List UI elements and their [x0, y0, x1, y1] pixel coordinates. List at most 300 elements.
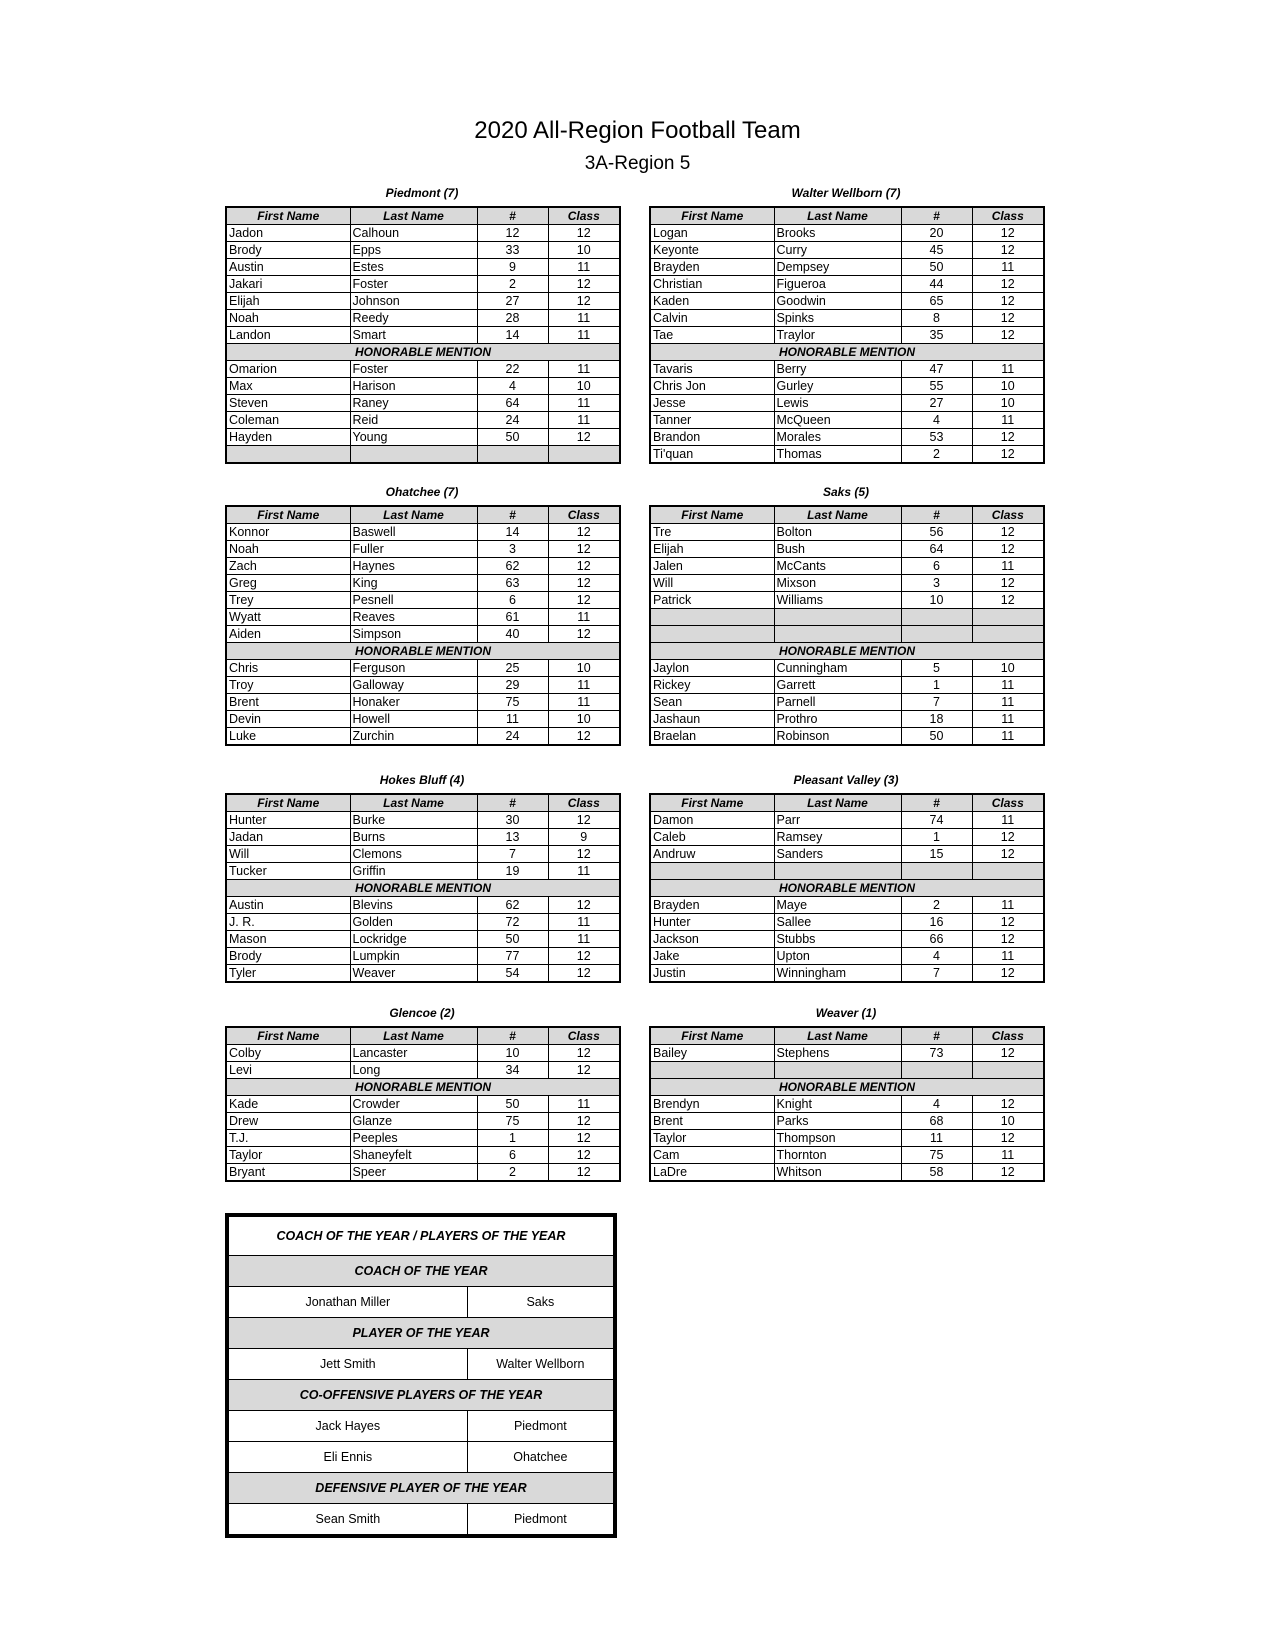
team-section — [225, 1004, 619, 1182]
player-row — [650, 524, 1044, 541]
player-row — [650, 931, 1044, 948]
player-row — [226, 524, 620, 541]
honorable-mention-label: HONORABLE MENTION — [226, 344, 620, 361]
last-name-cell: Ferguson — [350, 660, 477, 677]
class-cell: 10 — [548, 711, 620, 728]
last-name-cell: Lockridge — [350, 931, 477, 948]
player-row — [226, 225, 620, 242]
last-name-cell: Robinson — [774, 728, 901, 746]
last-name-cell: Weaver — [350, 965, 477, 983]
last-name-cell: Reid — [350, 412, 477, 429]
number-cell: 65 — [901, 293, 972, 310]
number-cell: 24 — [477, 412, 548, 429]
column-header: Last Name — [350, 1027, 477, 1045]
honorable-mention-label: HONORABLE MENTION — [650, 344, 1044, 361]
number-cell: 5 — [901, 660, 972, 677]
class-cell: 12 — [548, 812, 620, 829]
column-header: # — [901, 794, 972, 812]
team-name: Weaver (1) — [815, 1006, 877, 1020]
first-name-cell: Patrick — [650, 592, 774, 609]
number-cell: 64 — [901, 541, 972, 558]
first-name-cell: Hayden — [226, 429, 350, 446]
first-name-cell: Colby — [226, 1045, 350, 1062]
last-name-cell: Foster — [350, 361, 477, 378]
number-cell: 75 — [901, 1147, 972, 1164]
class-cell: 12 — [548, 1130, 620, 1147]
class-cell: 11 — [972, 728, 1044, 746]
class-cell: 11 — [972, 948, 1044, 965]
column-header: # — [901, 1027, 972, 1045]
first-name-cell: Taylor — [226, 1147, 350, 1164]
column-header: Class — [972, 207, 1044, 225]
roster-table — [225, 505, 621, 746]
last-name-cell: Shaneyfelt — [350, 1147, 477, 1164]
player-row — [226, 592, 620, 609]
class-cell: 11 — [548, 677, 620, 694]
roster-table — [225, 1026, 621, 1182]
player-row — [226, 812, 620, 829]
player-row — [650, 1130, 1044, 1147]
class-cell: 12 — [972, 327, 1044, 344]
first-name-cell: Brent — [650, 1113, 774, 1130]
player-row — [226, 558, 620, 575]
award-entry-row — [229, 1349, 614, 1380]
number-cell: 2 — [901, 897, 972, 914]
column-header: First Name — [650, 794, 774, 812]
first-name-cell: Keyonte — [650, 242, 774, 259]
last-name-cell: Figueroa — [774, 276, 901, 293]
column-header: # — [477, 207, 548, 225]
number-cell: 27 — [477, 293, 548, 310]
class-cell: 11 — [548, 931, 620, 948]
last-name-cell: Gurley — [774, 378, 901, 395]
blank-cell — [650, 863, 774, 880]
class-cell: 12 — [972, 914, 1044, 931]
blank-row — [650, 626, 1044, 643]
number-cell: 2 — [477, 1164, 548, 1182]
team-section — [225, 771, 619, 983]
first-name-cell: Hunter — [226, 812, 350, 829]
first-name-cell: Bryant — [226, 1164, 350, 1182]
last-name-cell: Johnson — [350, 293, 477, 310]
award-entry-row — [229, 1287, 614, 1318]
team-name: Glencoe (2) — [389, 1006, 455, 1020]
first-name-cell: Brody — [226, 948, 350, 965]
roster-table — [225, 206, 621, 464]
first-name-cell: Jadon — [226, 225, 350, 242]
award-winner-school: Piedmont — [467, 1411, 613, 1442]
team-section — [649, 184, 1043, 464]
number-cell: 6 — [477, 1147, 548, 1164]
number-cell: 4 — [901, 1096, 972, 1113]
team-section — [649, 771, 1043, 983]
number-cell: 24 — [477, 728, 548, 746]
class-cell: 12 — [972, 575, 1044, 592]
award-winner-name: Jett Smith — [229, 1349, 468, 1380]
honorable-mention-label: HONORABLE MENTION — [226, 880, 620, 897]
last-name-cell: Spinks — [774, 310, 901, 327]
player-row — [226, 1130, 620, 1147]
player-row — [650, 429, 1044, 446]
award-winner-name: Jonathan Miller — [229, 1287, 468, 1318]
player-row — [650, 541, 1044, 558]
first-name-cell: Jackson — [650, 931, 774, 948]
class-cell: 12 — [972, 276, 1044, 293]
number-cell: 1 — [901, 829, 972, 846]
last-name-cell: Burns — [350, 829, 477, 846]
class-cell: 12 — [972, 293, 1044, 310]
first-name-cell: Trey — [226, 592, 350, 609]
player-row — [650, 846, 1044, 863]
header-row — [226, 506, 620, 524]
last-name-cell: Estes — [350, 259, 477, 276]
last-name-cell: Foster — [350, 276, 477, 293]
number-cell: 3 — [901, 575, 972, 592]
class-cell: 12 — [972, 541, 1044, 558]
class-cell: 12 — [972, 1130, 1044, 1147]
first-name-cell: Kaden — [650, 293, 774, 310]
player-row — [650, 412, 1044, 429]
number-cell: 9 — [477, 259, 548, 276]
number-cell: 56 — [901, 524, 972, 541]
last-name-cell: Curry — [774, 242, 901, 259]
player-row — [650, 711, 1044, 728]
player-row — [650, 677, 1044, 694]
number-cell: 25 — [477, 660, 548, 677]
first-name-cell: Braelan — [650, 728, 774, 746]
number-cell: 29 — [477, 677, 548, 694]
player-row — [226, 361, 620, 378]
blank-cell — [548, 446, 620, 464]
column-header: First Name — [226, 207, 350, 225]
player-row — [650, 829, 1044, 846]
last-name-cell: Baswell — [350, 524, 477, 541]
class-cell: 11 — [972, 558, 1044, 575]
class-cell: 11 — [972, 812, 1044, 829]
player-row — [650, 812, 1044, 829]
class-cell: 10 — [548, 378, 620, 395]
award-winner-school: Walter Wellborn — [467, 1349, 613, 1380]
class-cell: 12 — [972, 592, 1044, 609]
blank-row — [650, 863, 1044, 880]
last-name-cell: Calhoun — [350, 225, 477, 242]
first-name-cell: Damon — [650, 812, 774, 829]
last-name-cell: Mixson — [774, 575, 901, 592]
column-header: # — [477, 1027, 548, 1045]
first-name-cell: Tre — [650, 524, 774, 541]
class-cell: 12 — [548, 293, 620, 310]
award-heading: CO-OFFENSIVE PLAYERS OF THE YEAR — [229, 1380, 614, 1411]
first-name-cell: Omarion — [226, 361, 350, 378]
last-name-cell: Dempsey — [774, 259, 901, 276]
column-header: Class — [972, 1027, 1044, 1045]
class-cell: 12 — [548, 965, 620, 983]
class-cell: 11 — [548, 361, 620, 378]
last-name-cell: Griffin — [350, 863, 477, 880]
award-winner-school: Piedmont — [467, 1504, 613, 1535]
header-row — [650, 207, 1044, 225]
last-name-cell: Fuller — [350, 541, 477, 558]
blank-cell — [972, 863, 1044, 880]
first-name-cell: Jalen — [650, 558, 774, 575]
first-name-cell: Ti'quan — [650, 446, 774, 464]
last-name-cell: Harison — [350, 378, 477, 395]
number-cell: 62 — [477, 897, 548, 914]
player-row — [650, 948, 1044, 965]
last-name-cell: Pesnell — [350, 592, 477, 609]
roster-table — [649, 1026, 1045, 1182]
blank-cell — [972, 1062, 1044, 1079]
first-name-cell: Jake — [650, 948, 774, 965]
header-row — [650, 794, 1044, 812]
first-name-cell: Tyler — [226, 965, 350, 983]
last-name-cell: Long — [350, 1062, 477, 1079]
last-name-cell: McQueen — [774, 412, 901, 429]
number-cell: 18 — [901, 711, 972, 728]
player-row — [226, 575, 620, 592]
column-header: First Name — [650, 207, 774, 225]
class-cell: 12 — [972, 1164, 1044, 1182]
class-cell: 12 — [548, 1164, 620, 1182]
class-cell: 12 — [972, 225, 1044, 242]
player-row — [650, 558, 1044, 575]
first-name-cell: Brandon — [650, 429, 774, 446]
number-cell: 50 — [901, 259, 972, 276]
blank-cell — [774, 1062, 901, 1079]
class-cell: 11 — [972, 259, 1044, 276]
class-cell: 12 — [548, 429, 620, 446]
last-name-cell: Ramsey — [774, 829, 901, 846]
team-name: Pleasant Valley (3) — [793, 773, 899, 787]
last-name-cell: Simpson — [350, 626, 477, 643]
number-cell: 47 — [901, 361, 972, 378]
first-name-cell: Landon — [226, 327, 350, 344]
last-name-cell: Lumpkin — [350, 948, 477, 965]
first-name-cell: Elijah — [650, 541, 774, 558]
first-name-cell: Devin — [226, 711, 350, 728]
number-cell: 44 — [901, 276, 972, 293]
last-name-cell: Epps — [350, 242, 477, 259]
class-cell: 12 — [548, 541, 620, 558]
player-row — [226, 914, 620, 931]
class-cell: 12 — [972, 965, 1044, 983]
number-cell: 7 — [477, 846, 548, 863]
class-cell: 11 — [548, 609, 620, 626]
number-cell: 61 — [477, 609, 548, 626]
number-cell: 4 — [477, 378, 548, 395]
class-cell: 11 — [548, 327, 620, 344]
roster-table — [225, 793, 621, 983]
team-name: Ohatchee (7) — [385, 485, 459, 499]
blank-cell — [650, 626, 774, 643]
blank-cell — [774, 626, 901, 643]
class-cell: 12 — [972, 446, 1044, 464]
last-name-cell: Thomas — [774, 446, 901, 464]
class-cell: 12 — [972, 829, 1044, 846]
player-row — [226, 948, 620, 965]
column-header: Class — [548, 207, 620, 225]
page-title: 2020 All-Region Football Team — [474, 117, 801, 144]
player-row — [226, 728, 620, 746]
class-cell: 9 — [548, 829, 620, 846]
player-row — [226, 931, 620, 948]
player-row — [650, 361, 1044, 378]
honorable-mention-row — [650, 643, 1044, 660]
class-cell: 12 — [548, 276, 620, 293]
last-name-cell: Prothro — [774, 711, 901, 728]
last-name-cell: Brooks — [774, 225, 901, 242]
last-name-cell: Haynes — [350, 558, 477, 575]
number-cell: 1 — [477, 1130, 548, 1147]
honorable-mention-row — [226, 344, 620, 361]
column-header: Class — [548, 1027, 620, 1045]
blank-cell — [774, 609, 901, 626]
last-name-cell: Clemons — [350, 846, 477, 863]
awards-table — [225, 1213, 617, 1538]
class-cell: 12 — [972, 846, 1044, 863]
class-cell: 12 — [972, 524, 1044, 541]
player-row — [226, 626, 620, 643]
honorable-mention-label: HONORABLE MENTION — [650, 1079, 1044, 1096]
player-row — [226, 310, 620, 327]
class-cell: 12 — [548, 1045, 620, 1062]
honorable-mention-label: HONORABLE MENTION — [226, 1079, 620, 1096]
player-row — [226, 378, 620, 395]
last-name-cell: Stubbs — [774, 931, 901, 948]
player-row — [650, 694, 1044, 711]
column-header: Class — [548, 506, 620, 524]
blank-cell — [226, 446, 350, 464]
player-row — [226, 609, 620, 626]
class-cell: 11 — [548, 1096, 620, 1113]
last-name-cell: Burke — [350, 812, 477, 829]
honorable-mention-row — [650, 880, 1044, 897]
last-name-cell: Galloway — [350, 677, 477, 694]
class-cell: 12 — [548, 592, 620, 609]
class-cell: 12 — [972, 1045, 1044, 1062]
honorable-mention-label: HONORABLE MENTION — [226, 643, 620, 660]
column-header: Class — [972, 506, 1044, 524]
last-name-cell: Young — [350, 429, 477, 446]
number-cell: 14 — [477, 327, 548, 344]
first-name-cell: Chris — [226, 660, 350, 677]
number-cell: 11 — [901, 1130, 972, 1147]
class-cell: 11 — [972, 897, 1044, 914]
number-cell: 7 — [901, 965, 972, 983]
last-name-cell: Reedy — [350, 310, 477, 327]
last-name-cell: Peeples — [350, 1130, 477, 1147]
number-cell: 10 — [477, 1045, 548, 1062]
awards-title: COACH OF THE YEAR / PLAYERS OF THE YEAR — [229, 1217, 614, 1256]
player-row — [650, 728, 1044, 746]
honorable-mention-row — [650, 344, 1044, 361]
player-row — [650, 592, 1044, 609]
team-section — [225, 184, 619, 464]
blank-row — [226, 446, 620, 464]
player-row — [650, 446, 1044, 464]
number-cell: 50 — [477, 1096, 548, 1113]
first-name-cell: Austin — [226, 259, 350, 276]
number-cell: 63 — [477, 575, 548, 592]
award-heading-row — [229, 1473, 614, 1504]
first-name-cell: Jaylon — [650, 660, 774, 677]
blank-cell — [972, 626, 1044, 643]
player-row — [226, 1113, 620, 1130]
column-header: # — [477, 506, 548, 524]
last-name-cell: Glanze — [350, 1113, 477, 1130]
player-row — [226, 965, 620, 983]
number-cell: 28 — [477, 310, 548, 327]
player-row — [650, 310, 1044, 327]
column-header: Class — [548, 794, 620, 812]
last-name-cell: Berry — [774, 361, 901, 378]
number-cell: 3 — [477, 541, 548, 558]
first-name-cell: Hunter — [650, 914, 774, 931]
last-name-cell: Parr — [774, 812, 901, 829]
class-cell: 12 — [972, 242, 1044, 259]
last-name-cell: Bolton — [774, 524, 901, 541]
class-cell: 10 — [548, 242, 620, 259]
blank-cell — [774, 863, 901, 880]
first-name-cell: T.J. — [226, 1130, 350, 1147]
first-name-cell: Mason — [226, 931, 350, 948]
last-name-cell: Parnell — [774, 694, 901, 711]
class-cell: 11 — [972, 412, 1044, 429]
number-cell: 55 — [901, 378, 972, 395]
class-cell: 10 — [972, 660, 1044, 677]
number-cell: 19 — [477, 863, 548, 880]
blank-row — [650, 609, 1044, 626]
number-cell: 54 — [477, 965, 548, 983]
column-header: Class — [972, 794, 1044, 812]
last-name-cell: Thompson — [774, 1130, 901, 1147]
player-row — [226, 1096, 620, 1113]
column-header: Last Name — [774, 207, 901, 225]
first-name-cell: Steven — [226, 395, 350, 412]
number-cell: 66 — [901, 931, 972, 948]
first-name-cell: Konnor — [226, 524, 350, 541]
number-cell: 35 — [901, 327, 972, 344]
first-name-cell: Levi — [226, 1062, 350, 1079]
last-name-cell: Garrett — [774, 677, 901, 694]
number-cell: 77 — [477, 948, 548, 965]
player-row — [226, 293, 620, 310]
player-row — [650, 1164, 1044, 1182]
player-row — [650, 1113, 1044, 1130]
first-name-cell: Caleb — [650, 829, 774, 846]
number-cell: 27 — [901, 395, 972, 412]
first-name-cell: Elijah — [226, 293, 350, 310]
first-name-cell: Jakari — [226, 276, 350, 293]
player-row — [650, 225, 1044, 242]
player-row — [226, 711, 620, 728]
class-cell: 12 — [972, 310, 1044, 327]
team-name: Saks (5) — [822, 485, 870, 499]
team-name: Piedmont (7) — [385, 186, 459, 200]
class-cell: 12 — [548, 728, 620, 746]
last-name-cell: Crowder — [350, 1096, 477, 1113]
first-name-cell: Rickey — [650, 677, 774, 694]
award-heading: COACH OF THE YEAR — [229, 1256, 614, 1287]
first-name-cell: Kade — [226, 1096, 350, 1113]
class-cell: 12 — [548, 558, 620, 575]
number-cell: 72 — [477, 914, 548, 931]
column-header: # — [477, 794, 548, 812]
class-cell: 11 — [972, 361, 1044, 378]
first-name-cell: Aiden — [226, 626, 350, 643]
first-name-cell: Cam — [650, 1147, 774, 1164]
first-name-cell: Brayden — [650, 897, 774, 914]
